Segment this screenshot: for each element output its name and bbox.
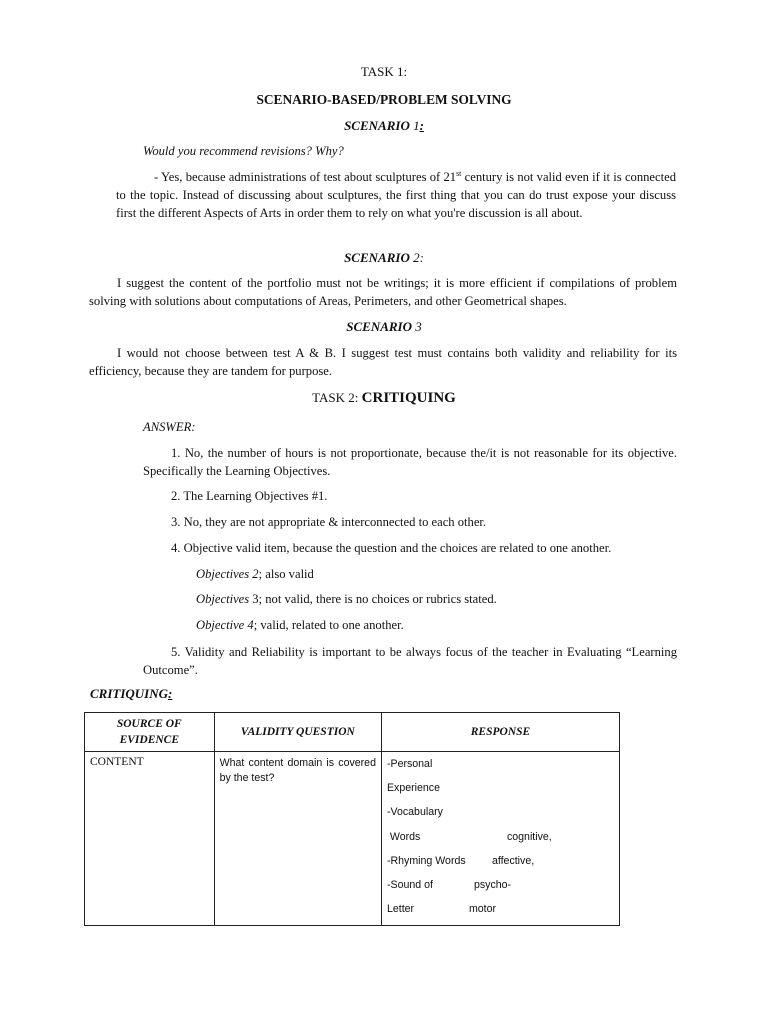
objective-line-2: Objectives 2; also valid — [196, 567, 314, 581]
scenario3-label: SCENARIO 3 — [346, 319, 422, 334]
scenario1-label: SCENARIO 1: — [344, 118, 424, 133]
task1-heading: TASK 1: — [360, 64, 408, 79]
critiquing-label: CRITIQUING: — [90, 686, 173, 701]
objective-line-3: Objectives 3; not valid, there is no choices or rubrics stated. — [196, 592, 497, 606]
task2-heading: TASK 2: CRITIQUING — [312, 390, 456, 406]
cell-response — [381, 752, 619, 926]
scenario1-question: Would you recommend revisions? Why? — [143, 144, 344, 158]
answer-item-1: 1. No, the number of hours is not proportionate, because the/it is not reasonable for its objective. Specifically the Learning Objectives. — [143, 446, 677, 478]
response-line: -Rhyming Words affective, — [386, 854, 535, 867]
cell-question: What content domain is covered by the test? — [214, 752, 381, 926]
answer-item-5: 5. Validity and Reliability is important to be always focus of the teacher in Evaluating “Learning Outcome”. — [143, 645, 677, 677]
header-source-of-evidence: SOURCE OF EVIDENCE — [85, 713, 215, 752]
critiquing-table — [84, 712, 620, 926]
objective-line-4: Objective 4; valid, related to one another. — [196, 618, 404, 632]
response-line: Words cognitive, — [386, 830, 552, 843]
answer-item-4: 4. Objective valid item, because the question and the choices are related to one another. — [171, 541, 612, 555]
scenario3-text: I would not choose between test A & B. I suggest test must contains both validity and reliability for its efficiency, because they are tandem for purpose. — [89, 346, 677, 378]
response-line: -Vocabulary — [386, 806, 443, 819]
cell-source: CONTENT — [85, 752, 215, 926]
scenario2-text: I suggest the content of the portfolio must not be writings; it is more efficient if compilations of problem solving with solutions about computations of Areas, Perimeters, and other Geometrical shapes. — [89, 276, 677, 308]
response-line: Experience — [386, 782, 440, 795]
header-response: RESPONSE — [381, 713, 619, 752]
header-validity-question: VALIDITY QUESTION — [214, 713, 381, 752]
task1-subheading: SCENARIO-BASED/PROBLEM SOLVING — [256, 92, 512, 107]
response-line: Letter motor — [386, 903, 497, 916]
scenario2-label: SCENARIO 2: — [344, 250, 424, 265]
answer-label: ANSWER: — [143, 420, 196, 434]
scenario1-answer: - Yes, because administrations of test about sculptures of 21st century is not valid even if it is connected to the topic. Instead of discussing about sculptures, the first thing that you can do trust expose your discuss first the different Aspects of Arts in order them to rely on what you're discussion is all about. — [116, 168, 676, 220]
response-line: -Sound of psycho- — [386, 878, 512, 891]
table-header-row — [85, 713, 620, 752]
answer-item-2: 2. The Learning Objectives #1. — [171, 489, 328, 503]
response-line: -Personal — [386, 758, 433, 770]
answer-item-3: 3. No, they are not appropriate & interconnected to each other. — [171, 515, 487, 529]
table-row — [85, 752, 620, 926]
